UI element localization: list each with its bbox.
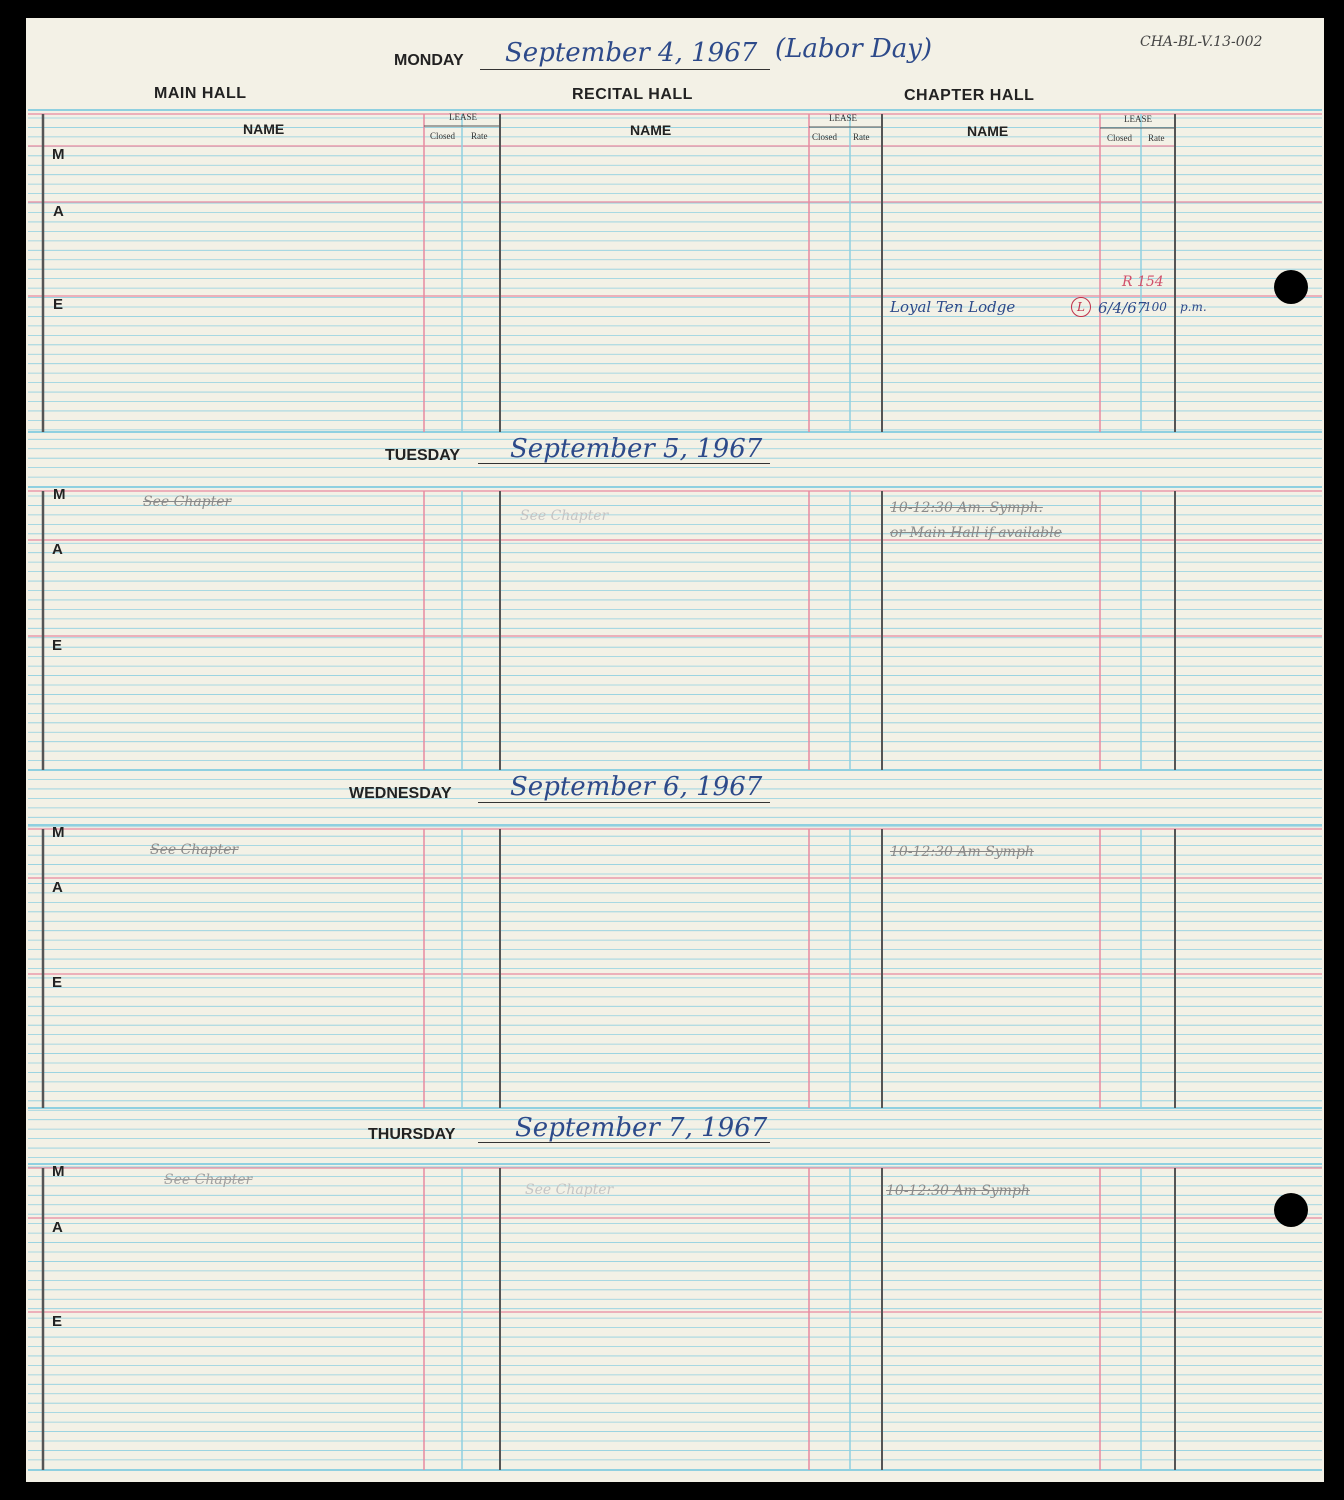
day-label-wednesday: WEDNESDAY [349, 785, 452, 802]
recital-lease-header: LEASE [829, 113, 857, 123]
period-a: A [52, 541, 63, 558]
entry-rate-note: R 154 [1122, 274, 1164, 290]
day-label-thursday: THURSDAY [368, 1126, 456, 1143]
punch-hole-top [1274, 270, 1308, 304]
period-e: E [53, 296, 64, 313]
main-closed-header: Closed [430, 131, 456, 141]
period-a: A [53, 203, 64, 220]
main-hall-header: MAIN HALL [154, 85, 247, 102]
reference-number: CHA-BL-V.13-002 [1140, 34, 1263, 50]
recital-rate-header: Rate [853, 132, 870, 142]
date-tuesday: September 5, 1967 [510, 434, 763, 464]
main-lease-header: LEASE [449, 112, 477, 122]
punch-hole-bottom [1274, 1193, 1308, 1227]
period-m: M [52, 824, 65, 841]
main-name-header: NAME [243, 121, 285, 137]
chapter-rate-header: Rate [1148, 133, 1165, 143]
period-e: E [52, 1313, 63, 1330]
chapter-lease-header: LEASE [1124, 114, 1152, 124]
period-a: A [52, 879, 63, 896]
entry-see-chapter-recital: See Chapter [520, 508, 609, 524]
entry-extra: p.m. [1180, 300, 1207, 314]
entry-see-chapter-recital: See Chapter [525, 1182, 614, 1198]
date-line-monday [480, 68, 770, 70]
chapter-closed-header: Closed [1107, 133, 1133, 143]
entry-see-chapter: See Chapter [164, 1172, 253, 1188]
recital-hall-header: RECITAL HALL [572, 86, 693, 103]
date-monday: September 4, 1967 [505, 38, 758, 68]
period-m: M [52, 146, 65, 163]
day-label-monday: MONDAY [394, 52, 464, 69]
period-m: M [53, 486, 66, 503]
date-wednesday: September 6, 1967 [510, 772, 763, 802]
period-a: A [52, 1219, 63, 1236]
chapter-hall-header: CHAPTER HALL [904, 87, 1035, 104]
period-e: E [52, 974, 63, 991]
entry-closed-date: 6/4/67 [1098, 299, 1147, 317]
chapter-name-header: NAME [967, 123, 1009, 139]
entry-am-symph: 10-12:30 Am Symph [886, 1183, 1030, 1199]
period-e: E [52, 637, 63, 654]
period-m: M [52, 1163, 65, 1180]
entry-am-symph: 10-12:30 Am. Symph. [890, 500, 1043, 516]
recital-name-header: NAME [630, 122, 672, 138]
lease-mark-circle: L [1071, 297, 1091, 317]
recital-closed-header: Closed [812, 132, 838, 142]
entry-rate: 100 [1144, 300, 1167, 314]
entry-see-chapter: See Chapter [150, 842, 239, 858]
date-note-monday: (Labor Day) [775, 34, 933, 64]
main-rate-header: Rate [471, 131, 488, 141]
date-thursday: September 7, 1967 [515, 1113, 768, 1143]
ledger-sheet [26, 18, 1324, 1482]
ruled-lines [26, 18, 1324, 1482]
entry-see-chapter: See Chapter [143, 494, 232, 510]
day-label-tuesday: TUESDAY [385, 447, 460, 464]
entry-main-hall-if-available: or Main Hall if available [890, 525, 1062, 541]
entry-am-symph: 10-12:30 Am Symph [890, 844, 1034, 860]
entry-loyal-ten-lodge: Loyal Ten Lodge [890, 298, 1016, 316]
